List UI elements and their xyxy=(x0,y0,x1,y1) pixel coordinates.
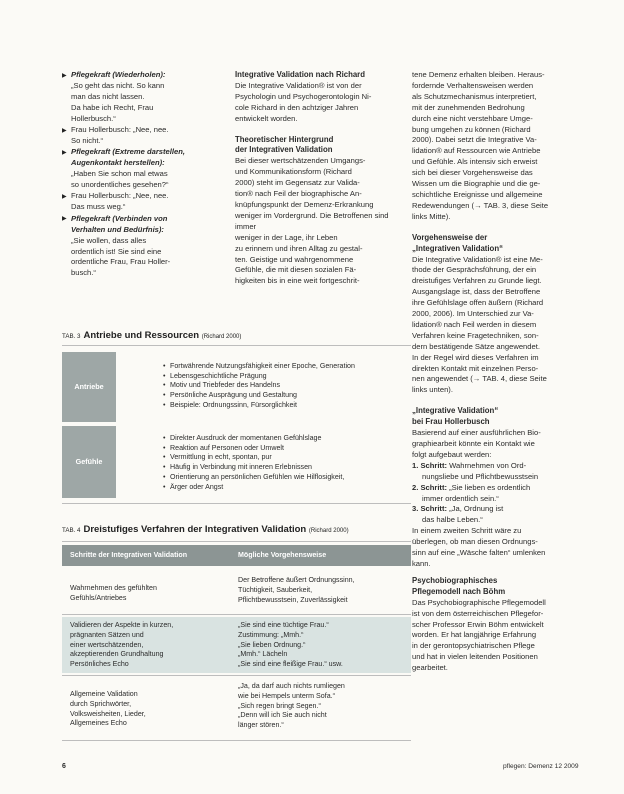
divider xyxy=(62,503,411,504)
paragraph-line: direkten Kontakt mit einzelnen Perso- xyxy=(412,363,539,373)
table-title: Dreistufiges Verfahren der Integrativen Validation xyxy=(83,524,307,535)
paragraph-line: graphiearbeit könnte ein Kontakt wie xyxy=(412,439,535,448)
paragraph-line: higkeiten bis in eine weit fortgeschrit- xyxy=(235,276,360,286)
quote-line: Hollerbusch.“ xyxy=(71,113,116,123)
column-right xyxy=(412,70,572,674)
paragraph-line: 2000). Dabei setzt die Integrative Va- xyxy=(412,135,537,145)
paragraph-line: sinn auf eine „Wäsche falten“ umlenken xyxy=(412,548,546,558)
section-heading: bei Frau Hollerbusch xyxy=(412,417,490,427)
list-item: • Lebensgeschichtliche Prägung xyxy=(170,372,407,382)
column-middle-top xyxy=(235,70,407,287)
paragraph-line: Die Integrative Validation® ist von der xyxy=(235,80,362,90)
paragraph-line: ten. Geistige und wahrgenommene xyxy=(235,254,354,264)
step-text: immer ordentlich sein.“ xyxy=(422,493,499,503)
section-heading: Pflegemodell nach Böhm xyxy=(412,586,506,596)
paragraph-line: entwickelt worden. xyxy=(235,113,298,123)
table-cell xyxy=(62,678,230,740)
paragraph-line: Das Psychobiographische Pflegemodell xyxy=(412,597,546,607)
paragraph-line: dern bestätigende Sätze angewendet. xyxy=(412,341,540,351)
quote-line: man das nicht lassen. xyxy=(71,91,145,101)
paragraph-line: und Kommunikationsform (Richard xyxy=(235,167,352,177)
paragraph-line: Bei dieser wertschätzenden Umgangs- xyxy=(235,156,366,166)
step-number: 2. Schritt: xyxy=(412,482,448,492)
step-text: „Ja, Ordnung ist xyxy=(449,504,504,514)
paragraph-line: In einem zweiten Schritt wäre zu xyxy=(412,526,522,536)
paragraph-line: tene Demenz erhalten bleiben. Heraus- xyxy=(412,70,545,79)
step-item xyxy=(412,461,572,472)
paragraph-line: gearbeitet. xyxy=(412,663,448,673)
quote-line: „Haben Sie schon mal etwas xyxy=(71,169,168,179)
bullet-item xyxy=(62,147,230,191)
paragraph-line: bung umgehen zu können (Richard xyxy=(412,124,531,134)
paragraph-line: Basierend auf einer ausführlichen Bio- xyxy=(412,428,541,438)
paragraph-line: weniger in der Lage, ihr Leben xyxy=(235,232,338,242)
cell-line: Zustimmung: „Mmh.“ xyxy=(238,630,304,639)
paragraph-line: Gefühle, die mit diesen sozialen Fä- xyxy=(235,265,357,275)
paragraph-line: mit der zunehmenden Bedrohung xyxy=(412,102,525,112)
list-item: • Reaktion auf Personen oder Umwelt xyxy=(170,444,407,454)
cell-line: einer wertschätzenden, xyxy=(70,640,144,649)
table-4 xyxy=(62,545,411,741)
triangle-bullet-icon: ▶ xyxy=(62,72,67,79)
quote-line: so unordentliches gesehen?“ xyxy=(71,180,169,190)
list-item: • Fortwährende Nutzungsfähigkeit einer Epoche, Generation xyxy=(170,362,407,372)
paragraph-line: schichtliche Ereignisse und allgemeine xyxy=(412,189,543,199)
paragraph-line: in der gerontopsychiatrischen Pflege xyxy=(412,641,535,651)
page-number: 6 xyxy=(62,763,66,770)
divider xyxy=(62,675,411,676)
cell-line: Gefühls/Antriebes xyxy=(70,593,127,602)
cell-line: länger stören.“ xyxy=(238,721,284,730)
row-label: Antriebe xyxy=(62,352,116,422)
quote-line: Da habe ich Recht, Frau xyxy=(71,102,154,112)
cell-line: Validieren der Aspekte in kurzen, xyxy=(70,621,174,629)
cell-line: Allgemeine Validation xyxy=(70,690,138,698)
paragraph-line: fordernde Verhaltensweisen werden xyxy=(412,80,534,90)
step-text: Wahrnehmen von Ord- xyxy=(449,460,527,470)
table-number: TAB. 4 xyxy=(62,527,81,534)
column-header: Schritte der Integrativen Validation xyxy=(70,551,188,560)
cell-line: durch Sprichwörter, xyxy=(70,699,132,708)
paragraph-line: Die Integrative Validation® ist eine Me- xyxy=(412,254,543,264)
cell-line: „Ja, da darf auch nichts rumliegen xyxy=(238,682,345,690)
paragraph-line: ist von dem österreichischen Pflegefor- xyxy=(412,608,544,618)
bullet-item xyxy=(62,191,230,213)
table-cell xyxy=(62,572,230,612)
list-item: • Häufig in Verbindung mit inneren Erlebnissen xyxy=(170,463,407,473)
paragraph-line: zu erinnern und ihren Alltag zu gestal- xyxy=(235,243,363,253)
speaker-label: Augenkontakt herstellen): xyxy=(71,158,165,168)
paragraph-line: als Schutzmechanismus interpretiert, xyxy=(412,91,537,101)
cell-line: Wahrnehmen des gefühlten xyxy=(70,584,157,592)
bullet-item xyxy=(62,214,230,279)
paragraph-line: 2000) steht im Gegensatz zur Valida- xyxy=(235,178,360,188)
paragraph-line: und Gefühle. Als intensiv sich erweist xyxy=(412,157,538,167)
paragraph-line: Redewendungen (→ TAB. 3, diese Seite xyxy=(412,200,549,210)
list-item: • Orientierung an persönlichen Gefühlen wie Hilflosigkeit, xyxy=(170,473,407,483)
table-header xyxy=(62,545,411,566)
paragraph-line: lidation® nach Feil werden in diesem xyxy=(412,319,537,329)
step-text: „Sie lieben es ordentlich xyxy=(449,482,531,492)
triangle-bullet-icon: ▶ xyxy=(62,149,67,156)
quote-line: ordentlich ist! Sie sind eine xyxy=(71,246,162,256)
cell-line: „Mmh.“ Lächeln xyxy=(238,650,288,659)
divider xyxy=(62,614,411,615)
paragraph-line: Verfahren keine Fragetechniken, son- xyxy=(412,330,539,340)
paragraph-line: kann. xyxy=(412,558,431,568)
cell-line: akzeptierenden Grundhaltung xyxy=(70,650,164,659)
paragraph-line: Wissen um die Biographie und die ge- xyxy=(412,179,541,189)
table-3-caption xyxy=(62,331,241,343)
table-row-highlight xyxy=(62,617,411,673)
column-header: Mögliche Vorgehensweise xyxy=(238,551,327,560)
quote-line: ordentliche Frau, Frau Holler- xyxy=(71,257,171,267)
paragraph-line: sich bei dieser Vorgehensweise das xyxy=(412,168,533,178)
paragraph-line: weniger im Vordergrund. Die Betroffenen sind immer xyxy=(235,210,389,231)
paragraph-line: ihre Gefühlslage offen äußern (Richard xyxy=(412,298,544,308)
step-text: nungsliebe und Pflichtbewusstsein xyxy=(422,471,539,481)
cell-line: prägnanten Sätzen und xyxy=(70,630,144,639)
cell-line: Allgemeines Echo xyxy=(70,719,127,728)
section-heading: Theoretischer Hintergrund xyxy=(235,134,334,144)
list-item: • Vermittlung in echt, spontan, pur xyxy=(170,453,407,463)
divider xyxy=(62,541,411,542)
paragraph-line: thode der Gesprächsführung, der ein xyxy=(412,265,537,275)
speaker-label: Verhalten und Bedürfnis): xyxy=(71,224,164,234)
list-item: • Beispiele: Ordnungssinn, Fürsorglichkeit xyxy=(170,401,407,411)
quote-line: „Sie wollen, dass alles xyxy=(71,235,147,245)
row-label: Gefühle xyxy=(62,426,116,498)
paragraph-line: lidation® auf Ressourcen wie Antriebe xyxy=(412,146,541,156)
paragraph-line: links Mitte). xyxy=(412,211,451,221)
list-item: • Ärger oder Angst xyxy=(170,483,407,493)
table-source: (Richard 2000) xyxy=(201,334,242,340)
list-item: • Direkter Ausdruck der momentanen Gefühlslage xyxy=(170,434,407,444)
paragraph-line: dreistufiges Verfahren zu Grunde liegt. xyxy=(412,276,542,286)
list-item: • Persönliche Ausprägung und Gestaltung xyxy=(170,391,407,401)
cell-line: wie bei Hempels unterm Sofa.“ xyxy=(238,691,335,700)
speaker-label: Pflegekraft (Wiederholen): xyxy=(71,70,166,79)
row-content xyxy=(118,434,411,492)
table-cell xyxy=(230,678,411,740)
speaker-label: Pflegekraft (Verbinden von xyxy=(71,213,168,223)
table-title: Antriebe und Ressourcen xyxy=(83,330,200,341)
step-text: das halbe Leben.“ xyxy=(422,515,483,525)
section-heading: „Integrative Validation“ xyxy=(412,406,499,416)
cell-line: Pflichtbewusstsein, Zuverlässigkeit xyxy=(238,595,348,604)
triangle-bullet-icon: ▶ xyxy=(62,216,67,223)
paragraph-line: In der Regel wird dieses Verfahren im xyxy=(412,352,539,362)
paragraph-line: überlegen, ob man diesen Ordnungs- xyxy=(412,537,538,547)
table-row xyxy=(62,566,411,612)
triangle-bullet-icon: ▶ xyxy=(62,127,67,134)
section-heading: Vorgehensweise der xyxy=(412,232,488,242)
quote-line: Frau Hollerbusch: „Nee, nee. xyxy=(71,191,169,201)
table-cell xyxy=(230,572,411,612)
paragraph-line: worden. Er hat langjährige Erfahrung xyxy=(412,630,537,640)
section-heading: „Integrativen Validation“ xyxy=(412,243,503,253)
paragraph-line: durch eine nicht verstehbare Umge- xyxy=(412,113,533,123)
step-number: 1. Schritt: xyxy=(412,460,448,470)
table-4-caption xyxy=(62,525,349,537)
section-heading: Integrative Validation nach Richard xyxy=(235,70,365,79)
table-number: TAB. 3 xyxy=(62,333,81,340)
paragraph-line: scher Professor Erwin Böhm entwickelt xyxy=(412,619,544,629)
cell-line: „Sie lieben Ordnung.“ xyxy=(238,640,306,649)
quote-line: So nicht.“ xyxy=(71,135,104,145)
bullet-item xyxy=(62,125,230,147)
column-left-top xyxy=(62,70,230,280)
cell-line: Volksweisheiten, Lieder, xyxy=(70,709,146,718)
quote-line: busch.“ xyxy=(71,268,96,278)
speaker-label: Pflegekraft (Extreme darstellen, xyxy=(71,147,185,157)
list-item: • Motiv und Triebfeder des Handelns xyxy=(170,381,407,391)
cell-line: „Sie sind eine fleißige Frau.“ usw. xyxy=(238,660,343,669)
cell-line: „Sich regen bringt Segen.“ xyxy=(238,701,321,710)
step-item xyxy=(412,504,572,515)
cell-line: Der Betroffene äußert Ordnungssinn, xyxy=(238,576,355,584)
quote-line: „So geht das nicht. So kann xyxy=(71,80,165,90)
step-item xyxy=(412,483,572,494)
paragraph-line: folgt aufgebaut werden: xyxy=(412,449,492,459)
divider xyxy=(62,345,411,346)
cell-line: „Sie sind eine tüchtige Frau.“ xyxy=(238,621,329,629)
paragraph-line: tion® nach Feil der biographische An- xyxy=(235,189,362,199)
row-content xyxy=(118,362,411,411)
paragraph-line: 2000, 2006). Im Unterschied zur Va- xyxy=(412,309,534,319)
cell-line: Tüchtigkeit, Sauberkeit, xyxy=(238,585,313,594)
table-row xyxy=(62,678,411,740)
section-heading: Psychobiographisches xyxy=(412,575,498,585)
divider xyxy=(62,740,411,741)
step-number: 3. Schritt: xyxy=(412,504,448,514)
paragraph-line: knüpfungspunkt der Demenz-Erkrankung xyxy=(235,199,374,209)
cell-line: Persönliches Echo xyxy=(70,660,129,669)
paragraph-line: Ausgangslage ist, dass der Betroffene xyxy=(412,287,541,297)
paragraph-line: cole Richard in den achtziger Jahren xyxy=(235,102,359,112)
table-cell xyxy=(62,617,230,673)
section-heading: der Integrativen Validation xyxy=(235,145,333,155)
bullet-item xyxy=(62,70,230,125)
table-3 xyxy=(62,348,411,500)
paragraph-line: links unten). xyxy=(412,385,453,395)
journal-issue: pflegen: Demenz 12 2009 xyxy=(503,763,579,770)
quote-line: Das muss weg.“ xyxy=(71,202,126,212)
paragraph-line: nen angewendet (→ TAB. 4, diese Seite xyxy=(412,374,547,384)
paragraph-line: Psychologin und Psychogerontologin Ni- xyxy=(235,91,372,101)
triangle-bullet-icon: ▶ xyxy=(62,193,67,200)
quote-line: Frau Hollerbusch: „Nee, nee. xyxy=(71,125,169,135)
paragraph-line: und hat in vielen leitenden Positionen xyxy=(412,652,538,662)
cell-line: „Denn will ich Sie auch nicht xyxy=(238,711,327,720)
table-source: (Richard 2000) xyxy=(308,528,349,534)
table-cell xyxy=(230,617,411,673)
